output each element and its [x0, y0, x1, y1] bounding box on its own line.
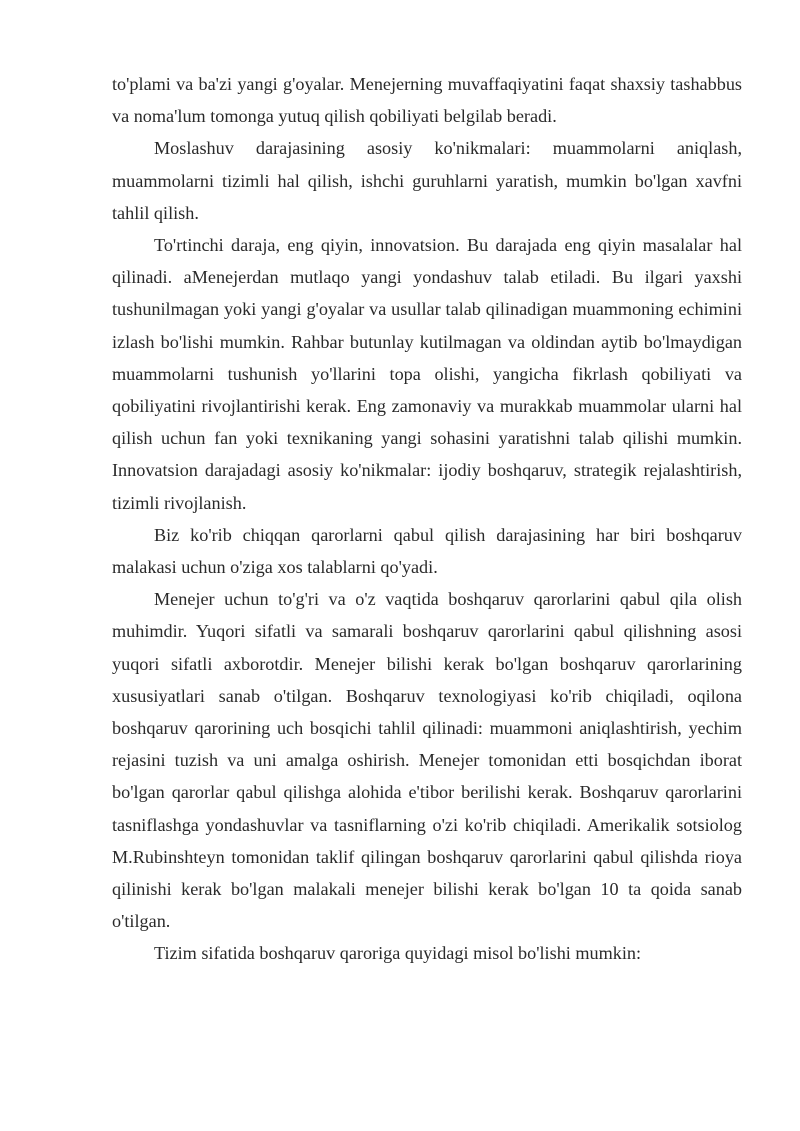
paragraph-5: Menejer uchun to'g'ri va o'z vaqtida boshqaruv qarorlarini qabul qila olish muhimdir. Yuqori sifatli va samarali boshqaruv qarorlarini qabul qilishning asosi yuqori sifatli axborotdir. Menejer bilishi kerak bo'lgan boshqaruv qarorlarining xususiyatlari sanab o'tilgan. Boshqaruv texnologiyasi ko'rib chiqiladi, oqilona boshqaruv qarorining uch bosqichi tahlil qilinadi: muammoni aniqlashtirish, yechim rejasini tuzish va uni amalga oshirish. Menejer tomonidan etti bosqichdan iborat bo'lgan qarorlar qabul qilishga alohida e'tibor berilishi kerak. Boshqaruv qarorlarini tasniflashga yondashuvlar va tasniflarning o'zi ko'rib chiqiladi. Amerikalik sotsiolog M.Rubinshteyn tomonidan taklif qilingan boshqaruv qarorlarini qabul qilishda rioya qilinishi kerak bo'lgan malakali menejer bilishi kerak bo'lgan 10 ta qoida sanab o'tilgan.: [112, 589, 742, 932]
paragraph-6: Tizim sifatida boshqaruv qaroriga quyidagi misol bo'lishi mumkin:: [154, 943, 642, 964]
paragraph-1: to'plami va ba'zi yangi g'oyalar. Menejerning muvaffaqiyatini faqat shaxsiy tashabbus va noma'lum tomonga yutuq qilish qobiliyati belgilab beradi.: [112, 74, 742, 127]
paragraph-3: To'rtinchi daraja, eng qiyin, innovatsion. Bu darajada eng qiyin masalalar hal qilinadi. aMenejerdan mutlaqo yangi yondashuv talab etiladi. Bu ilgari yaxshi tushunilmagan yoki yangi g'oyalar va usullar talab qilinadigan muammoning echimini izlash bo'lishi mumkin. Rahbar butunlay kutilmagan va oldindan aytib bo'lmaydigan muammolarni tushunish yo'llarini topa olishi, yangicha fikrlash qobiliyati va qobiliyatini rivojlantirishi kerak. Eng zamonaviy va murakkab muammolar ularni hal qilish uchun fan yoki texnikaning yangi sohasini yaratishni talab qilishi mumkin. Innovatsion darajadagi asosiy ko'nikmalar: ijodiy boshqaruv, strategik rejalashtirish, tizimli rivojlanish.: [112, 235, 742, 513]
paragraph-4: Biz ko'rib chiqqan qarorlarni qabul qilish darajasining har biri boshqaruv malakasi uchun o'ziga xos talablarni qo'yadi.: [112, 524, 742, 578]
paragraph-2: Moslashuv darajasining asosiy ko'nikmalari: muammolarni aniqlash, muammolarni tizimli hal qilish, ishchi guruhlarni yaratish, mumkin bo'lgan xavfni tahlil qilish.: [112, 138, 742, 223]
document-page: [112, 68, 742, 970]
